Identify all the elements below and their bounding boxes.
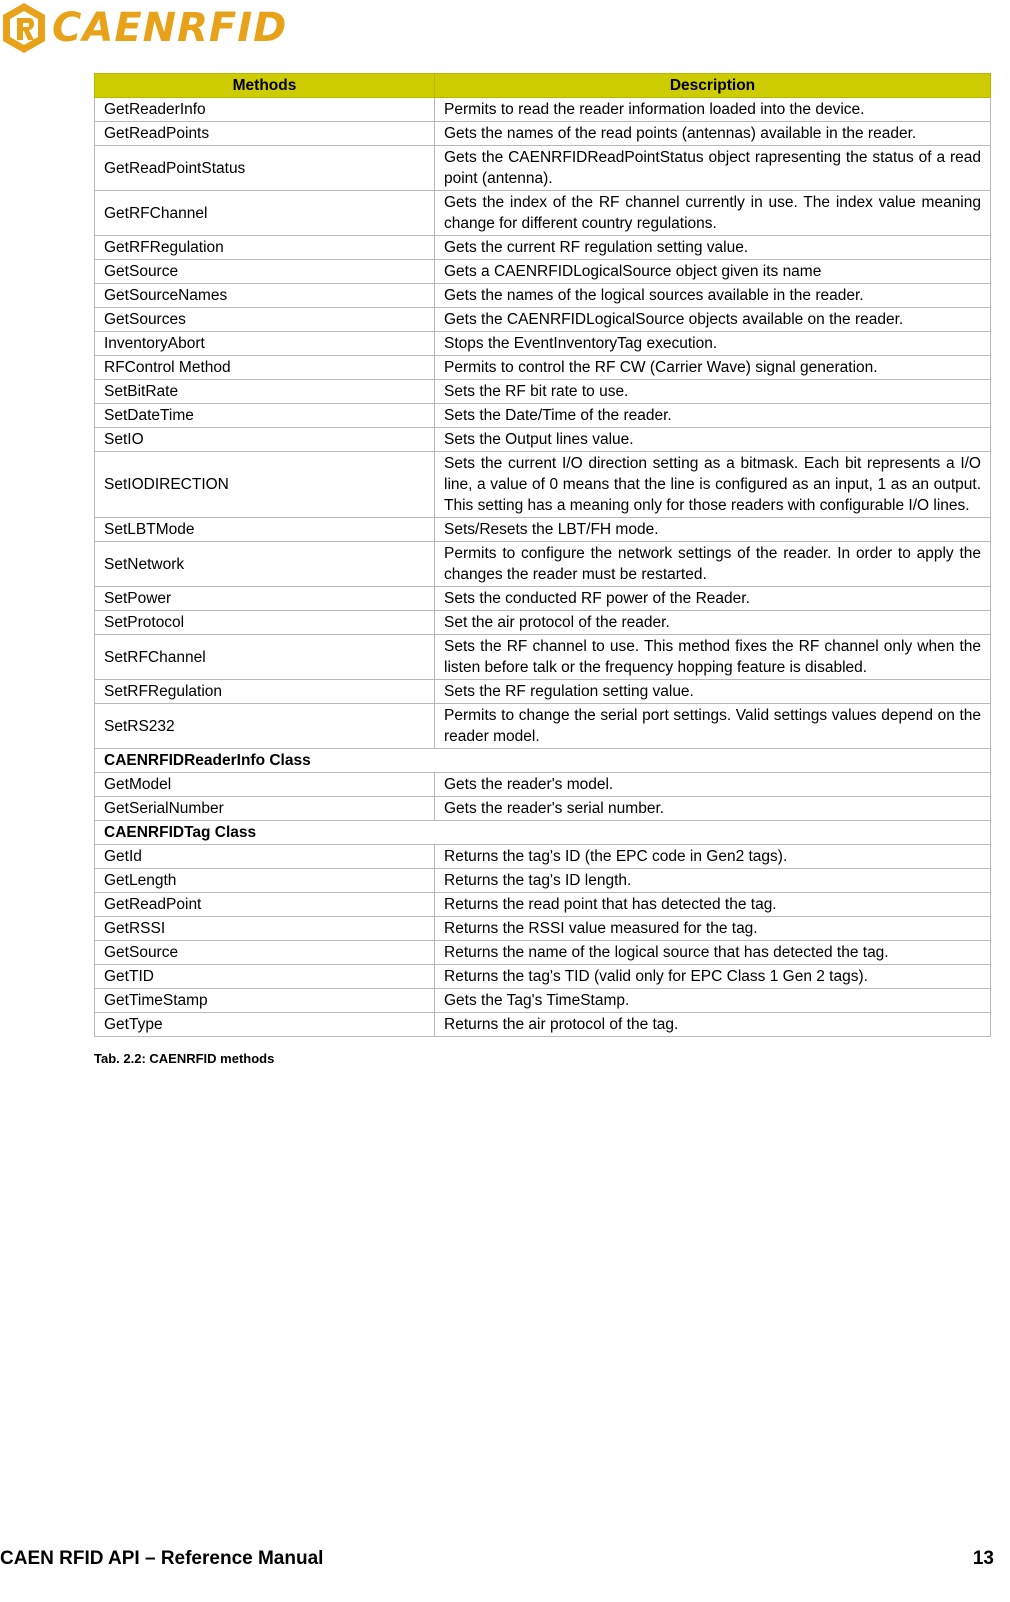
method-name: SetIO [95,428,435,452]
method-name: SetPower [95,587,435,611]
table-row [95,893,991,917]
method-description: Returns the RSSI value measured for the tag. [435,917,991,941]
method-description: Stops the EventInventoryTag execution. [435,332,991,356]
method-description: Gets the Tag's TimeStamp. [435,989,991,1013]
method-description: Returns the tag's ID (the EPC code in Gen2 tags). [435,845,991,869]
method-name: GetSource [95,941,435,965]
method-description: Sets the RF bit rate to use. [435,380,991,404]
table-row [95,869,991,893]
method-name: GetRFRegulation [95,236,435,260]
section-row [95,749,991,773]
table-row [95,236,991,260]
method-description: Gets the CAENRFIDReadPointStatus object rapresenting the status of a read point (antenna). [435,146,991,191]
method-name: GetRFChannel [95,191,435,236]
method-name: SetBitRate [95,380,435,404]
caenrfid-logo [2,2,287,54]
table-row [95,845,991,869]
method-description: Gets the CAENRFIDLogicalSource objects available on the reader. [435,308,991,332]
method-name: SetLBTMode [95,518,435,542]
method-name: SetIODIRECTION [95,452,435,518]
section-row [95,821,991,845]
table-row [95,260,991,284]
method-description: Gets the names of the read points (antennas) available in the reader. [435,122,991,146]
table-caption: Tab. 2.2: CAENRFID methods [94,1051,275,1066]
page-number: 13 [972,1548,994,1569]
method-name: GetType [95,1013,435,1037]
method-name: GetModel [95,773,435,797]
methods-table [94,73,991,1037]
method-name: GetReaderInfo [95,98,435,122]
method-description: Returns the read point that has detected the tag. [435,893,991,917]
method-name: GetReadPoint [95,893,435,917]
table-row [95,680,991,704]
caenrfid-logo-icon [2,2,46,54]
table-row [95,284,991,308]
table-row [95,404,991,428]
table-row [95,1013,991,1037]
table-row [95,380,991,404]
table-row [95,98,991,122]
table-row [95,941,991,965]
table-row [95,356,991,380]
method-description: Sets/Resets the LBT/FH mode. [435,518,991,542]
method-name: SetRFRegulation [95,680,435,704]
table-row [95,965,991,989]
table-row [95,989,991,1013]
footer-title: CAEN RFID API – Reference Manual [0,1548,324,1569]
table-row [95,704,991,749]
table-row [95,542,991,587]
method-description: Sets the Output lines value. [435,428,991,452]
method-description: Set the air protocol of the reader. [435,611,991,635]
method-name: SetRFChannel [95,635,435,680]
method-name: GetTimeStamp [95,989,435,1013]
table-row [95,146,991,191]
method-description: Sets the current I/O direction setting as a bitmask. Each bit represents a I/O line, a value of 0 means that the line is configured as an input, 1 as an output. This setting has a meaning only for those readers with configurable I/O lines. [435,452,991,518]
method-name: GetLength [95,869,435,893]
method-name: GetReadPoints [95,122,435,146]
method-description: Gets the reader's model. [435,773,991,797]
table-row [95,191,991,236]
method-name: GetSerialNumber [95,797,435,821]
method-description: Gets the index of the RF channel currently in use. The index value meaning change for different country regulations. [435,191,991,236]
section-title: CAENRFIDReaderInfo Class [95,749,991,773]
method-name: GetRSSI [95,917,435,941]
method-description: Sets the conducted RF power of the Reader. [435,587,991,611]
method-description: Permits to change the serial port settings. Valid settings values depend on the reader model. [435,704,991,749]
table-row [95,611,991,635]
method-name: GetSources [95,308,435,332]
method-description: Permits to read the reader information loaded into the device. [435,98,991,122]
method-name: InventoryAbort [95,332,435,356]
table-row [95,452,991,518]
method-name: RFControl Method [95,356,435,380]
header-methods: Methods [95,74,435,98]
method-name: SetRS232 [95,704,435,749]
table-row [95,587,991,611]
method-description: Returns the tag's ID length. [435,869,991,893]
method-description: Permits to control the RF CW (Carrier Wave) signal generation. [435,356,991,380]
method-name: SetProtocol [95,611,435,635]
brand-name: CAENRFID [52,5,288,51]
method-name: GetTID [95,965,435,989]
method-description: Gets the reader's serial number. [435,797,991,821]
method-name: GetSourceNames [95,284,435,308]
method-description: Returns the air protocol of the tag. [435,1013,991,1037]
table-row [95,635,991,680]
method-name: GetReadPointStatus [95,146,435,191]
method-description: Gets a CAENRFIDLogicalSource object given its name [435,260,991,284]
method-name: GetId [95,845,435,869]
table-row [95,773,991,797]
method-description: Permits to configure the network settings of the reader. In order to apply the changes the reader must be restarted. [435,542,991,587]
method-description: Returns the name of the logical source that has detected the tag. [435,941,991,965]
table-header-row [95,74,991,98]
table-row [95,518,991,542]
method-description: Sets the RF channel to use. This method fixes the RF channel only when the listen before talk or the frequency hopping feature is disabled. [435,635,991,680]
header-description: Description [435,74,991,98]
table-row [95,308,991,332]
table-row [95,797,991,821]
method-description: Returns the tag's TID (valid only for EPC Class 1 Gen 2 tags). [435,965,991,989]
table-row [95,917,991,941]
method-description: Sets the Date/Time of the reader. [435,404,991,428]
method-description: Gets the names of the logical sources available in the reader. [435,284,991,308]
section-title: CAENRFIDTag Class [95,821,991,845]
table-row [95,428,991,452]
method-description: Sets the RF regulation setting value. [435,680,991,704]
method-name: SetDateTime [95,404,435,428]
method-name: SetNetwork [95,542,435,587]
table-row [95,122,991,146]
method-name: GetSource [95,260,435,284]
table-row [95,332,991,356]
method-description: Gets the current RF regulation setting value. [435,236,991,260]
